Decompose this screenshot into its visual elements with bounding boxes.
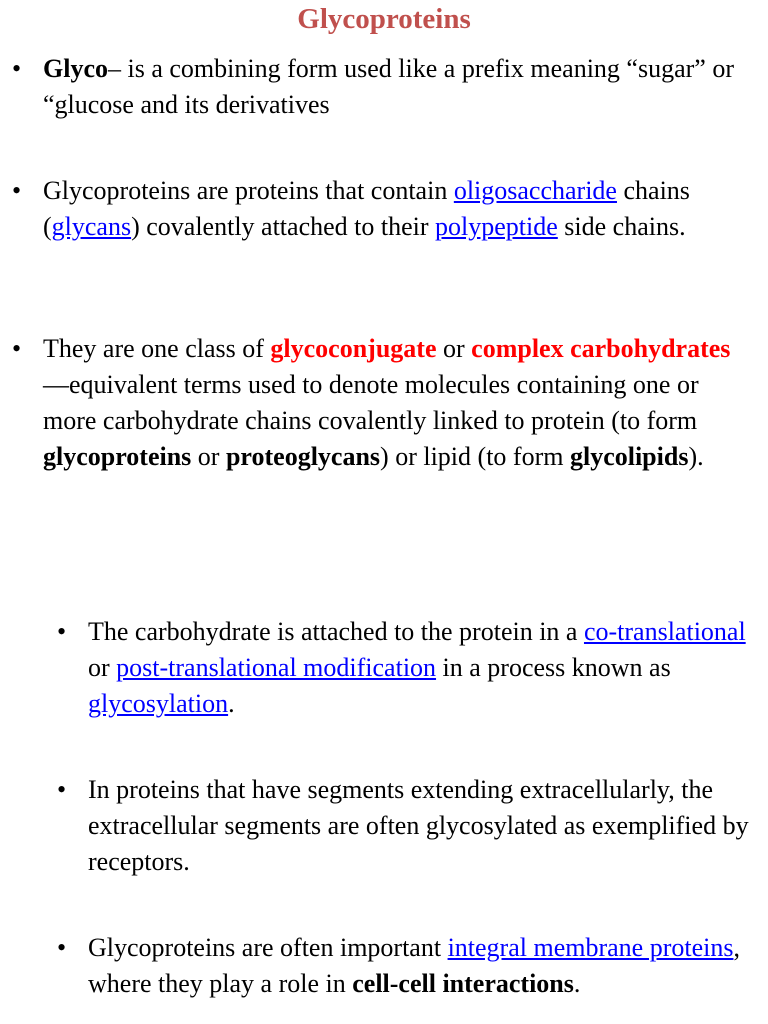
term-glycoproteins: glycoproteins (43, 442, 192, 471)
definition-text: – is a combining form used like a prefix meaning “sugar” or “glucose and its derivatives (43, 54, 734, 119)
bullet-text: In proteins that have segments extending extracellularly, the extracellular segments are often glycosylated as exemplified by receptors. (88, 775, 749, 876)
bullet-marker: • (12, 334, 22, 363)
text-span: side chains. (557, 212, 686, 241)
text-span: Glycoproteins are proteins that contain (43, 176, 454, 205)
link-oligosaccharide[interactable]: oligosaccharide (453, 176, 617, 205)
text-span: chains ( (43, 176, 690, 241)
text-span: , where they play a role in (88, 933, 740, 998)
text-span: Glycoproteins are often important (88, 933, 448, 962)
bullet-marker: • (12, 54, 22, 83)
bullet-marker: • (57, 933, 67, 962)
bullet-text (88, 930, 756, 1002)
text-span: ) covalently attached to their (131, 212, 436, 241)
bullet-text (43, 331, 743, 475)
term-cell-cell-interactions: cell-cell interactions (352, 969, 574, 998)
bullet-marker: • (57, 617, 67, 646)
bullet-text (43, 51, 743, 123)
link-glycans[interactable]: glycans (51, 212, 132, 241)
text-span: ) or lipid (to form (380, 442, 570, 471)
text-span: in a process known as (436, 653, 671, 682)
link-integral-membrane-proteins[interactable]: integral membrane proteins (447, 933, 734, 962)
bullet-marker: • (12, 176, 22, 205)
text-span: The carbohydrate is attached to the protein in a (88, 617, 584, 646)
bullet-text (88, 614, 756, 722)
text-span: or (191, 442, 226, 471)
term-glycolipids: glycolipids (569, 442, 689, 471)
text-span: —equivalent terms used to denote molecules containing one or more carbohydrate chains covalently linked to protein (to form (43, 370, 699, 435)
text-span: They are one class of (43, 334, 271, 363)
link-post-translational-modification[interactable]: post-translational modification (116, 653, 437, 682)
text-span: or (436, 334, 472, 363)
link-co-translational[interactable]: co-translational (583, 617, 746, 646)
term-proteoglycans: proteoglycans (225, 442, 381, 471)
slide-title: Glycoproteins (297, 3, 471, 35)
link-polypeptide[interactable]: polypeptide (435, 212, 558, 241)
text-span: or (88, 653, 117, 682)
text-span: ). (688, 442, 704, 471)
text-span: . (573, 969, 581, 998)
term-glycoconjugate: glycoconjugate (270, 334, 437, 363)
bullet-text (43, 173, 743, 245)
term-glyco: Glyco (43, 54, 108, 83)
text-span: . (228, 689, 235, 718)
term-complex-carbohydrates: complex carbohydrates (471, 334, 731, 363)
bullet-marker: • (57, 775, 67, 804)
link-glycosylation[interactable]: glycosylation (88, 689, 229, 718)
